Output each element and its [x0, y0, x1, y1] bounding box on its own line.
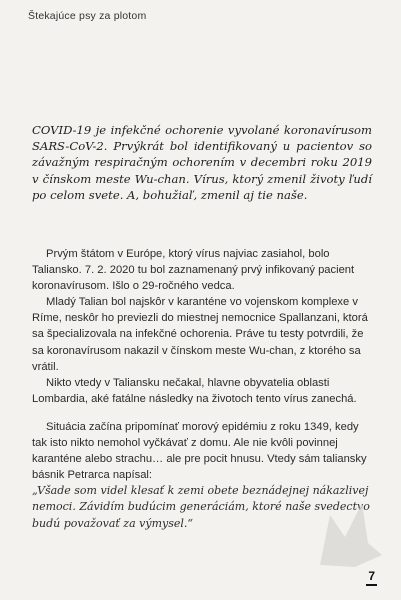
running-head: Štekajúce psy za plotom — [28, 10, 147, 22]
body-text — [32, 246, 372, 532]
publisher-watermark-icon — [300, 495, 385, 575]
paragraph: Prvým štátom v Európe, ktorý vírus najviac zasiahol, bolo Taliansko. 7. 2. 2020 tu bol zaznamenaný prvý infikovaný pacient koronavírusom. Išlo o 29-ročného vedca. — [32, 248, 355, 293]
paragraph: Situácia začína pripomínať morový epidémiu z roku 1349, kedy tak isto nikto nemohol vyčkávať z domu. Ale nie kvôli povinnej karanténe alebo strachu… ale pre pocit hnusu. Vtedy sám taliansky básnik Petrarca napísal: — [32, 420, 367, 482]
paragraph: Mladý Talian bol najskôr v karanténe vo vojenskom komplexe v Ríme, neskôr ho previezli do miestnej nemocnice Spallanzani, ktorá sa špecializovala na infekčné ochorenia. Práve tu testy potvrdili, že sa koronavírusom nakazil v čínskom meste Wu-chan, z ktorého sa vrátil. — [32, 296, 368, 373]
intro-paragraph: COVID-19 je infekčné ochorenie vyvolané koronavírusom SARS-CoV-2. Prvýkrát bol identifikovaný u pacientov so závažným respiračným ochorením v decembri roku 2019 v čínskom meste Wu-chan. Vírus, ktorý zmenil životy ľudí po celom svete. A, bohužiaľ, zmenil aj tie naše. — [32, 123, 372, 202]
petrarca-quote: „Všade som videl klesať k zemi obete beznádejnej nákazlivej nemoci. Závidím budúcim generáciám, ktoré naše svedectvo budú považovať za výmysel.“ — [32, 484, 370, 530]
paragraph: Nikto vtedy v Taliansku nečakal, hlavne obyvatelia oblasti Lombardia, aké fatálne následky na životoch tento vírus zanechá. — [32, 376, 357, 405]
watermark-shape — [320, 503, 382, 567]
page-number: 7 — [366, 570, 377, 586]
